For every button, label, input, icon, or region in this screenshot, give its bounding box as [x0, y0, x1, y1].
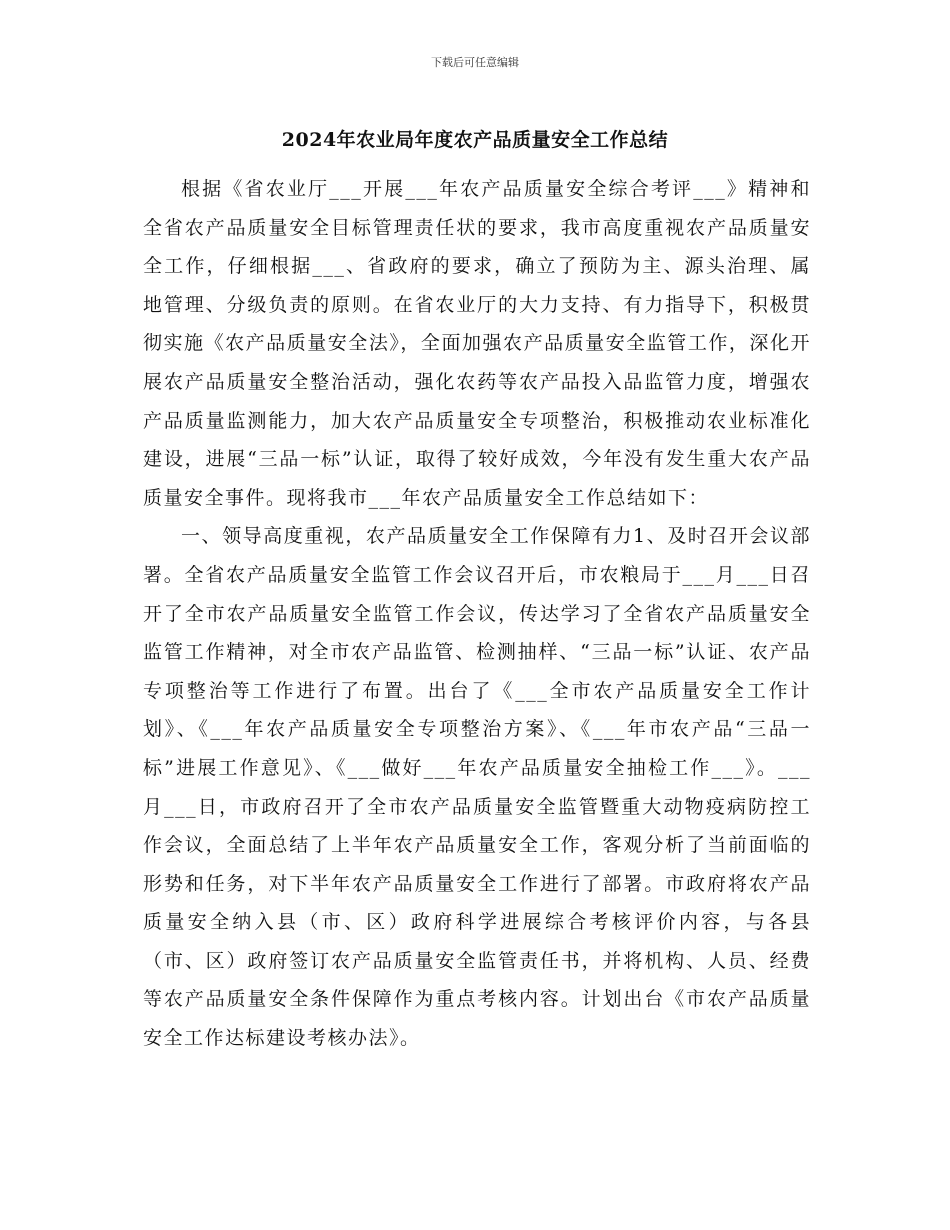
page-header-note: 下载后可任意编辑 [431, 56, 519, 69]
document-title: 2024年农业局年度农产品质量安全工作总结 [281, 129, 669, 151]
paragraph-intro: 根据《省农业厅___开展___年农产品质量安全综合考评___》精神和全省农产品质量安全目标管理责任状的要求，我市高度重视农产品质量安全工作，仔细根据___、省政府的要求，确立了预防为主、源头治理、属地管理、分级负责的原则。在省农业厅的大力支持、有力指导下，积极贯彻实施《农产品质量安全法》，全面加强农产品质量安全监管工作，深化开展农产品质量安全整治活动，强化农药等农产品投入品监管力度，增强农产品质量监测能力，加大农产品质量安全专项整治，积极推动农业标准化建设，进展“三品一标”认证，取得了较好成效，今年没有发生重大农产品质量安全事件。现将我市___年农产品质量安全工作总结如下： [143, 178, 811, 509]
document-body [143, 170, 811, 1058]
paragraph-section-one: 一、领导高度重视，农产品质量安全工作保障有力1、及时召开会议部署。全省农产品质量安全监管工作会议召开后，市农粮局于___月___日召开了全市农产品质量安全监管工作会议，传达学习了全省农产品质量安全监管工作精神，对全市农产品监管、检测抽样、“三品一标”认证、农产品专项整治等工作进行了布置。出台了《___全市农产品质量安全工作计划》、《___年农产品质量安全专项整治方案》、《___年市农产品“三品一标”进展工作意见》、《___做好___年农产品质量安全抽检工作___》。___月___日，市政府召开了全市农产品质量安全监管暨重大动物疫病防控工作会议，全面总结了上半年农产品质量安全工作，客观分析了当前面临的形势和任务，对下半年农产品质量安全工作进行了部署。市政府将农产品质量安全纳入县（市、区）政府科学进展综合考核评价内容，与各县（市、区）政府签订农产品质量安全监管责任书，并将机构、人员、经费等农产品质量安全条件保障作为重点考核内容。计划出台《市农产品质量安全工作达标建设考核办法》。 [143, 525, 811, 1050]
